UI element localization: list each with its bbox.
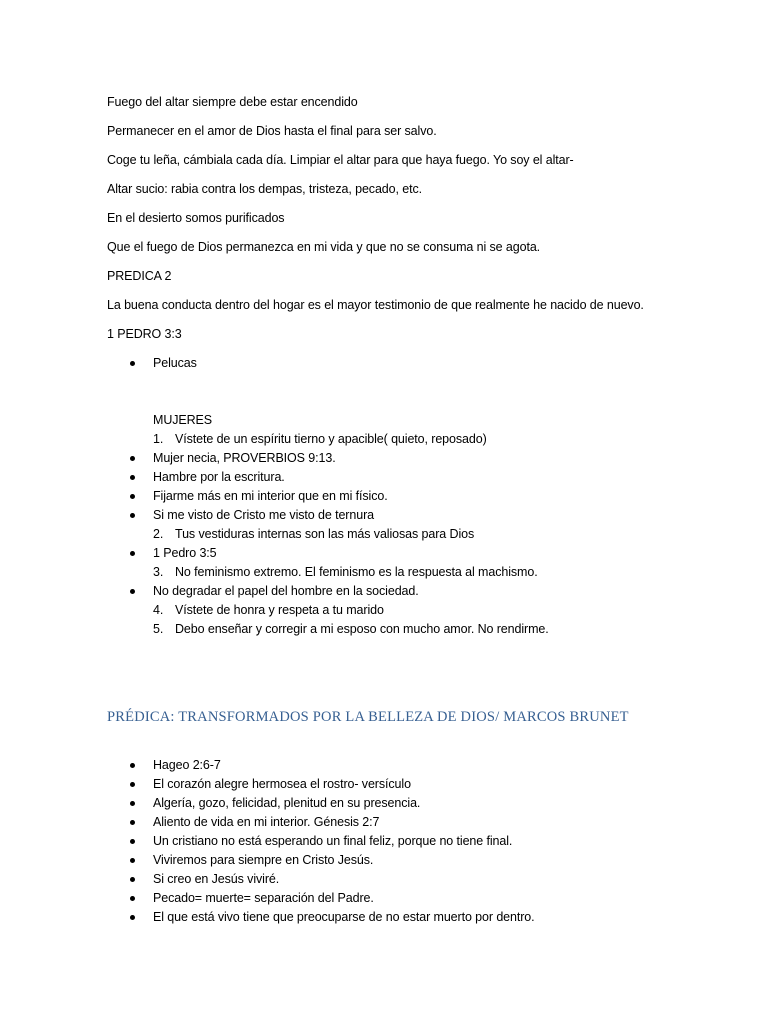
bullet-icon [130, 361, 135, 366]
list-item-text: Un cristiano no está esperando un final feliz, porque no tiene final. [153, 834, 513, 848]
paragraph: Altar sucio: rabia contra los dempas, tristeza, pecado, etc. [107, 182, 422, 196]
bullet-icon [130, 456, 135, 461]
list-item-text: No feminismo extremo. El feminismo es la respuesta al machismo. [175, 565, 538, 579]
list-item-text: No degradar el papel del hombre en la sociedad. [153, 584, 419, 598]
bullet-icon [130, 839, 135, 844]
bullet-icon [130, 801, 135, 806]
list-item-text: Vístete de honra y respeta a tu marido [175, 603, 384, 617]
bullet-icon [130, 782, 135, 787]
bullet-icon [130, 589, 135, 594]
bullet-icon [130, 915, 135, 920]
list-number: 5. [153, 622, 164, 636]
list-item-text: Algería, gozo, felicidad, plenitud en su presencia. [153, 796, 421, 810]
list-item-text: Tus vestiduras internas son las más valiosas para Dios [175, 527, 475, 541]
section-label: PREDICA 2 [107, 269, 172, 283]
list-item-text: Pecado= muerte= separación del Padre. [153, 891, 374, 905]
bullet-icon [130, 475, 135, 480]
bullet-icon [130, 763, 135, 768]
bullet-icon [130, 551, 135, 556]
paragraph: En el desierto somos purificados [107, 211, 285, 225]
list-item-text: El corazón alegre hermosea el rostro- versículo [153, 777, 411, 791]
list-item-text: Aliento de vida en mi interior. Génesis 2:7 [153, 815, 380, 829]
bullet-icon [130, 820, 135, 825]
list-item-text: Viviremos para siempre en Cristo Jesús. [153, 853, 374, 867]
list-number: 2. [153, 527, 164, 541]
list-item-text: Si me visto de Cristo me visto de ternura [153, 508, 374, 522]
paragraph: Que el fuego de Dios permanezca en mi vida y que no se consuma ni se agota. [107, 240, 541, 254]
paragraph: Fuego del altar siempre debe estar encendido [107, 95, 358, 109]
bullet-icon [130, 858, 135, 863]
bullet-icon [130, 494, 135, 499]
subsection-label: MUJERES [153, 413, 213, 427]
list-number: 3. [153, 565, 164, 579]
list-item-text: Si creo en Jesús viviré. [153, 872, 280, 886]
paragraph: Coge tu leña, cámbiala cada día. Limpiar el altar para que haya fuego. Yo soy el altar- [107, 153, 574, 167]
list-item-text: Pelucas [153, 356, 197, 370]
list-item-text: Fijarme más en mi interior que en mi físico. [153, 489, 388, 503]
list-number: 4. [153, 603, 164, 617]
paragraph: La buena conducta dentro del hogar es el mayor testimonio de que realmente he nacido de nuevo. [107, 298, 644, 312]
list-item-text: Mujer necia, PROVERBIOS 9:13. [153, 451, 336, 465]
list-item-text: 1 Pedro 3:5 [153, 546, 217, 560]
list-item-text: Vístete de un espíritu tierno y apacible( quieto, reposado) [175, 432, 487, 446]
paragraph: Permanecer en el amor de Dios hasta el final para ser salvo. [107, 124, 437, 138]
list-item-text: Hambre por la escritura. [153, 470, 285, 484]
section-heading: PRÉDICA: TRANSFORMADOS POR LA BELLEZA DE DIOS/ MARCOS BRUNET [107, 709, 629, 725]
list-item-text: Hageo 2:6-7 [153, 758, 221, 772]
bullet-icon [130, 877, 135, 882]
bullet-icon [130, 513, 135, 518]
list-item-text: El que está vivo tiene que preocuparse de no estar muerto por dentro. [153, 910, 535, 924]
bullet-icon [130, 896, 135, 901]
list-item-text: Debo enseñar y corregir a mi esposo con mucho amor. No rendirme. [175, 622, 549, 636]
list-number: 1. [153, 432, 164, 446]
scripture-reference: 1 PEDRO 3:3 [107, 327, 182, 341]
